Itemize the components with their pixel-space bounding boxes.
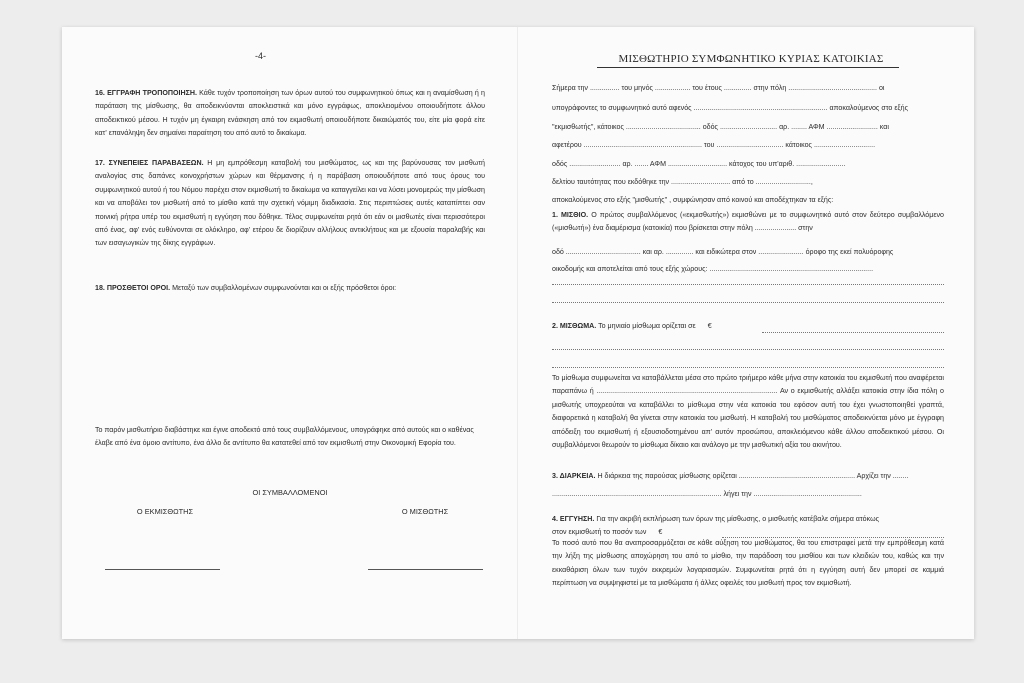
section-17-heading: 17. ΣΥΝΕΠΕΙΕΣ ΠΑΡΑΒΑΣΕΩΝ. xyxy=(95,159,204,167)
section-17-text: Η μη εμπρόθεσμη καταβολή του μισθώματος, ως και της βαρύνουσας τον μισθωτή αναλογίας στις δαπάνες κοινοχρήστων χώρων και θέρμανσης ή η παράβαση οποιουδήποτε από τους όρους του συμφωνητικού αυτού ή του Νόμου παρέχει στον εκμισθωτή το δικαίωμα να καταγγείλει και να λύσει μονομερώς την μίσθωση και να αποβάλει τον μισθωτή από το μίσθιο κατά την σχετική νόμιμη διαδικασία. Στις περιπτώσεις αυτές καταπίπτει σαν ποινική ρήτρα υπέρ του εκμισθωτή η εγγύηση που δόθηκε. Τέλος συμφωνείται ρητά ότι εάν οι μισθωτές είναι περισσότεροι από ένας, αφ' ενός ευθύνονται σε ολόκληρο, αφ' ετέρου δε διορίζουν αλλήλους αντικλήτους και με εξουσία παραλαβής και των εισαγωγικών της δίκης εγγράφων. xyxy=(95,159,485,248)
article-1-line: οικοδομής και αποτελείται από τους εξής χώρους: ................................................................................... xyxy=(552,265,874,273)
article-3-heading: 3. ΔΙΑΡΚΕΙΑ. xyxy=(552,472,596,480)
euro-sign: € xyxy=(707,322,712,330)
article-3-line: ...................................................................................... λήγει την ....................................................... xyxy=(552,490,862,498)
left-page xyxy=(95,27,485,639)
article-4 xyxy=(552,513,944,526)
blank-line xyxy=(552,302,944,303)
section-18-text: Μεταξύ των συμβαλλομένων συμφωνούνται και οι εξής πρόσθετοι όροι: xyxy=(172,284,397,292)
page-fold xyxy=(517,27,518,639)
intro-line: Σήμερα την ............... του μηνός .................. του έτους .............. στην πόλη ............................................. οι xyxy=(552,84,885,92)
blank-line xyxy=(552,349,944,350)
article-4-text: Το ποσό αυτό που θα αναπροσαρμόζεται σε κάθε αύξηση του μισθώματος, θα του επιστραφεί μετά την εμπρόθεσμη κατά την λήξη της μίσθωσης αποχώρηση του από το μίσθιο, την παράδοση του μισθίου και των κλειδιών του, καθώς και την εκκαθάριση όλων των τυχόν εκκρεμών λογαριασμών. Συμφωνείται ρητά ότι η εγγύηση αυτή δεν μπορεί σε καμμιά περίπτωση να συμψηφιστεί με τα μισθώματα ή άλλες οφειλές του μισθωτή προς τον εκμισθωτή. xyxy=(552,539,944,588)
article-2-heading: 2. ΜΙΣΘΩΜΑ. xyxy=(552,322,597,330)
intro-line: υπογράφοντες το συμφωνητικό αυτό αφενός .................................................................... αποκαλούμενος στο εξής xyxy=(552,104,909,112)
article-4-heading: 4. ΕΓΓΥΗΣΗ. xyxy=(552,515,595,523)
article-1-line: οδό ...................................... και αρ. .............. και ειδικώτερα στον ....................... όροφο της εκεί πολυόροφης xyxy=(552,248,894,256)
intro-line: αποκαλούμενος στο εξής "μισθωτής" , συμφώνησαν από κοινού και αποδέχτηκαν τα εξής: xyxy=(552,196,834,204)
article-3-line: Η διάρκεια της παρούσας μίσθωσης ορίζεται ........................................................... Αρχίζει την ........ xyxy=(597,472,909,480)
intro-line: οδός .......................... αρ. ....... ΑΦΜ .............................. κάτοχος του υπ'αριθ. ......................... xyxy=(552,160,846,168)
right-page xyxy=(552,27,944,639)
intro-line: "εκμισθωτής", κάτοικος ...................................... οδός ............................. αρ. ........ ΑΦΜ .......................... και xyxy=(552,123,889,131)
article-3 xyxy=(552,470,944,483)
section-17 xyxy=(95,157,485,251)
article-1-heading: 1. ΜΙΣΘΙΟ. xyxy=(552,211,589,219)
article-2-line: Το μηνιαίο μίσθωμα ορίζεται σε xyxy=(598,322,696,330)
section-16-text: Κάθε τυχόν τροποποίηση των όρων αυτού του συμφωνητικού όπως και η αναμίσθωση ή η παράταση της μίσθωσης, θα αποδεικνύονται αποκλειστικά και μόνο εγγράφως, αποκλειομένου οποιουδήποτε άλλου αποδεικτικού μέσου. Η τυχόν μη έγκαιρη ενάσκηση από τον εκμισθωτή οποιουδήποτε δικαιώματός του, είτε μία φορά είτε κατ' επανάληψη δεν σημαίνει παραίτηση του από αυτό το δικαίωμα. xyxy=(95,89,486,138)
article-1 xyxy=(552,209,944,236)
article-4-line: Για την ακριβή εκπλήρωση των όρων της μίσθωσης, ο μισθωτής κατέβαλε σήμερα ατόκως xyxy=(596,515,880,523)
title-underline xyxy=(597,67,899,68)
euro-sign: € xyxy=(658,528,663,536)
parties-title: ΟΙ ΣΥΜΒΑΛΛΟΜΕΝΟΙ xyxy=(252,488,328,497)
blank-line xyxy=(552,284,944,285)
intro-line: αφετέρου ............................................................ του .................................. κάτοικος ............................... xyxy=(552,141,876,149)
landlord-label: Ο ΕΚΜΙΣΘΩΤΗΣ xyxy=(136,507,194,516)
landlord-signature-line xyxy=(105,569,220,570)
tenant-signature-line xyxy=(368,569,483,570)
section-16 xyxy=(95,87,485,141)
document-title: ΜΙΣΘΩΤΗΡΙΟ ΣΥΜΦΩΝΗΤΙΚΟ ΚΥΡΙΑΣ ΚΑΤΟΙΚΙΑΣ xyxy=(618,53,884,65)
tenant-label: Ο ΜΙΣΘΩΤΗΣ xyxy=(401,507,449,516)
lease-document-sheet xyxy=(62,27,974,639)
article-4-amount-label: στον εκμισθωτή το ποσόν των xyxy=(552,528,647,536)
page-number: -4- xyxy=(255,51,266,61)
blank-line xyxy=(552,367,944,368)
closing-statement: Το παρόν μισθωτήριο διαβάστηκε και έγινε αποδεκτό από τους συμβαλλόμενους, υπογράφηκε από αυτούς και ο καθένας έλαβε από ένα όμοιο αντίτυπο, ένα άλλο δε αντίτυπο θα κατατεθεί από τον εκμισθωτή στην Οικονομική Εφορία του. xyxy=(95,426,474,448)
blank-line xyxy=(762,332,944,333)
article-2-text: Το μίσθωμα συμφωνείται να καταβάλλεται μέσα στο πρώτο τριήμερο κάθε μήνα στην κατοικία του εκμισθωτή που αναφέρεται παραπάνω ή ............................................................................................ Αν ο εκμισθωτής αλλάξει κατοικία στην ίδια πόλη ο μισθωτής υποχρεούται να καταβάλλει το μίσθωμα στην νέα κατοικία του εφόσον αυτή του έχει γνωστοποιηθεί γραπτά, διαφορετικά η καταβολή θα γίνεται στην κατοικία του μισθωτή. Η καταβολή του μισθώματος αποδεικνύεται μόνο με έγγραφη απόδειξη του εκμισθωτή ή εξουσιοδοτημένου απ' αυτόν προσώπου, αποκλειόμενου κάθε άλλου αποδεικτικού μέσου. Οι συμβαλλόμενοι θεωρούν το μίσθωμα δίκαιο και ανάλογο με την μισθωτική αξία του ακινήτου. xyxy=(552,374,944,450)
section-18-heading: 18. ΠΡΟΣΘΕΤΟΙ ΟΡΟΙ. xyxy=(95,284,171,292)
intro-line: δελτίου ταυτότητας που εκδόθηκε την .............................. από το ............................, xyxy=(552,178,813,186)
section-18 xyxy=(95,282,485,295)
section-16-heading: 16. ΕΓΓΡΑΦΗ ΤΡΟΠΟΠΟΙΗΣΗ. xyxy=(95,89,197,97)
article-1-text: Ο πρώτος συμβαλλόμενος («εκμισθωτής») εκμισθώνει με το συμφωνητικό αυτό στον δεύτερο συμβαλλόμενο («μισθωτή») ένα διαμέρισμα (κατοικία) που βρίσκεται στην πόλη ..................... στην xyxy=(552,211,944,233)
